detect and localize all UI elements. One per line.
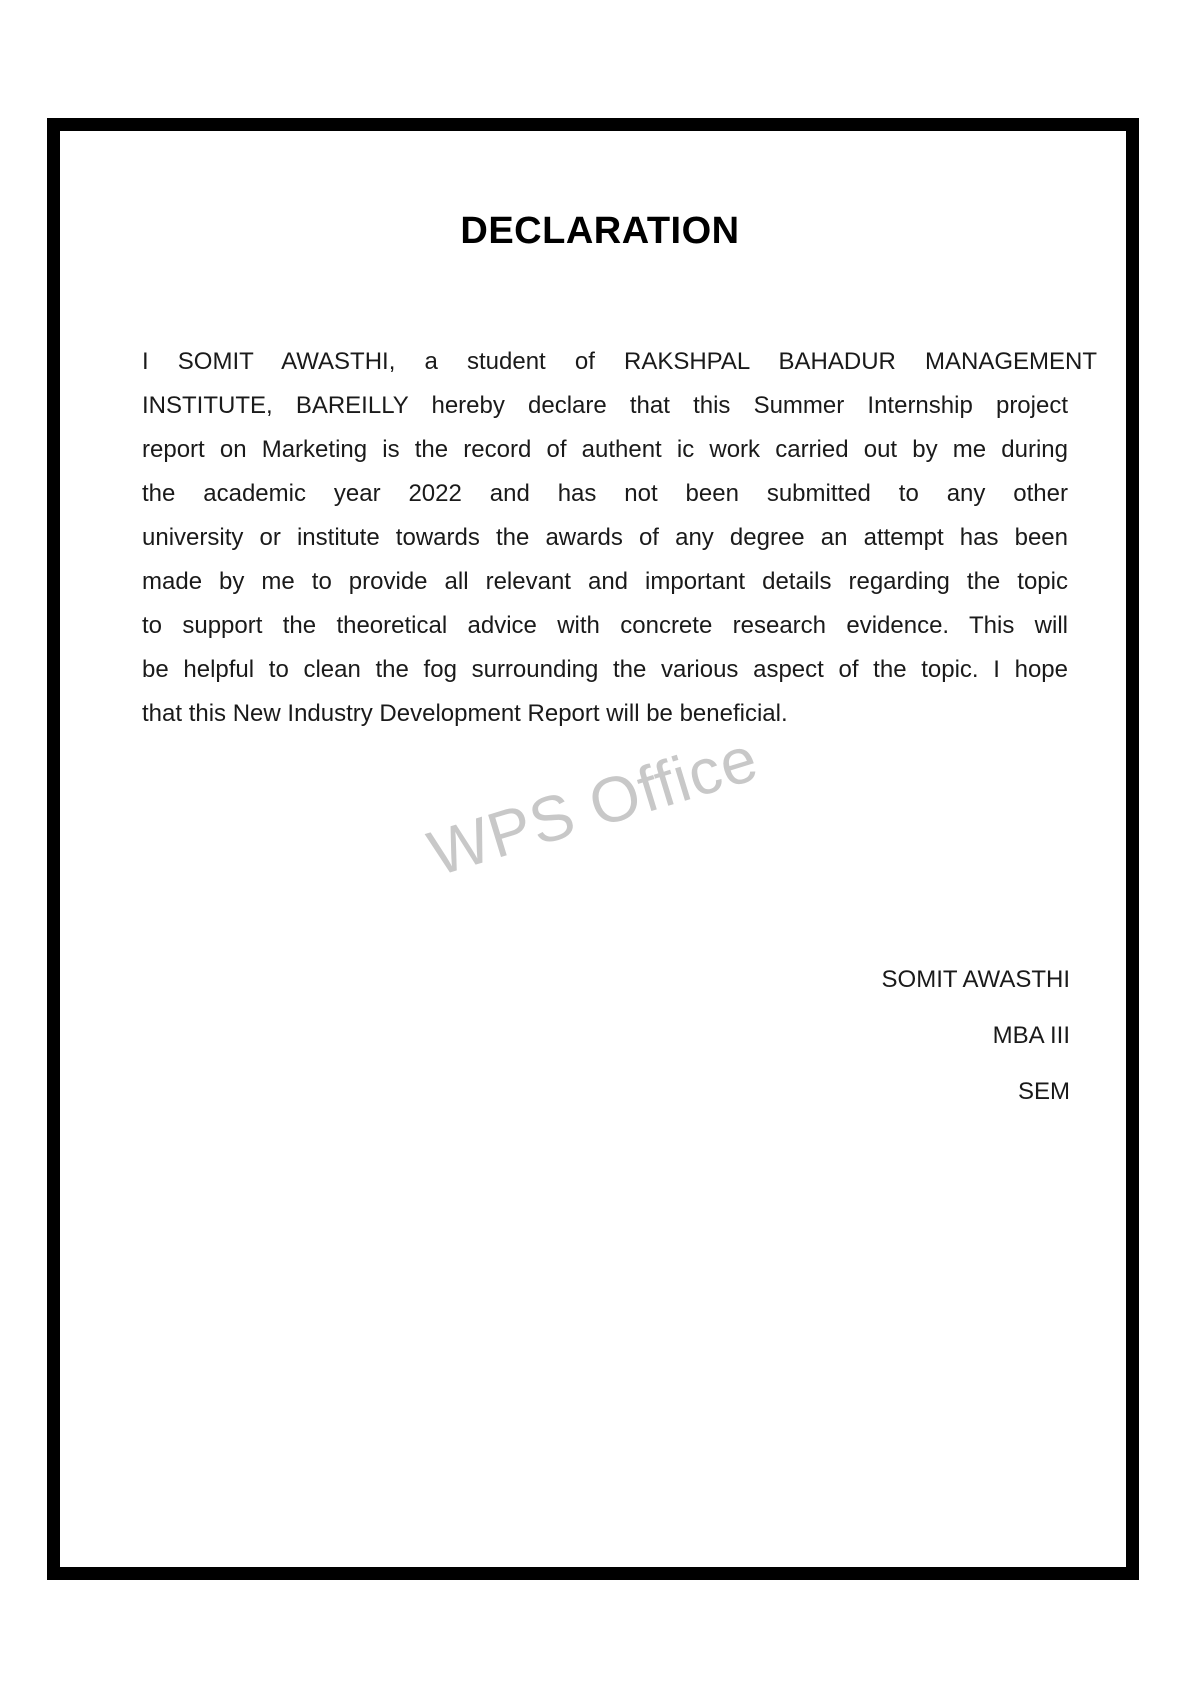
signature-program: MBA III bbox=[992, 1022, 1070, 1049]
signature-term: SEM bbox=[1017, 1078, 1070, 1105]
page-border bbox=[47, 118, 1139, 1580]
paragraph-line: university or institute towards the awards of any degree an attempt has been bbox=[142, 524, 1068, 551]
paragraph-line: report on Marketing is the record of authent ic work carried out by me during bbox=[142, 436, 1068, 463]
signature-name: SOMIT AWASTHI bbox=[881, 966, 1070, 993]
watermark: WPS Office bbox=[420, 721, 767, 890]
paragraph-line: the academic year 2022 and has not been submitted to any other bbox=[142, 480, 1068, 507]
signature-block bbox=[882, 952, 1070, 1120]
page-title: DECLARATION bbox=[460, 210, 740, 252]
paragraph-line: be helpful to clean the fog surrounding the various aspect of the topic. I hope bbox=[142, 656, 1068, 683]
paragraph-line: that this New Industry Development Report will be beneficial. bbox=[142, 700, 788, 727]
paragraph-line: INSTITUTE, BAREILLY hereby declare that this Summer Internship project bbox=[142, 392, 1068, 419]
declaration-paragraph bbox=[142, 340, 1097, 736]
paragraph-line: made by me to provide all relevant and important details regarding the topic bbox=[142, 568, 1068, 595]
paragraph-line: to support the theoretical advice with concrete research evidence. This will bbox=[142, 612, 1068, 639]
paragraph-line: I SOMIT AWASTHI, a student of RAKSHPAL BAHADUR MANAGEMENT bbox=[142, 348, 1097, 375]
